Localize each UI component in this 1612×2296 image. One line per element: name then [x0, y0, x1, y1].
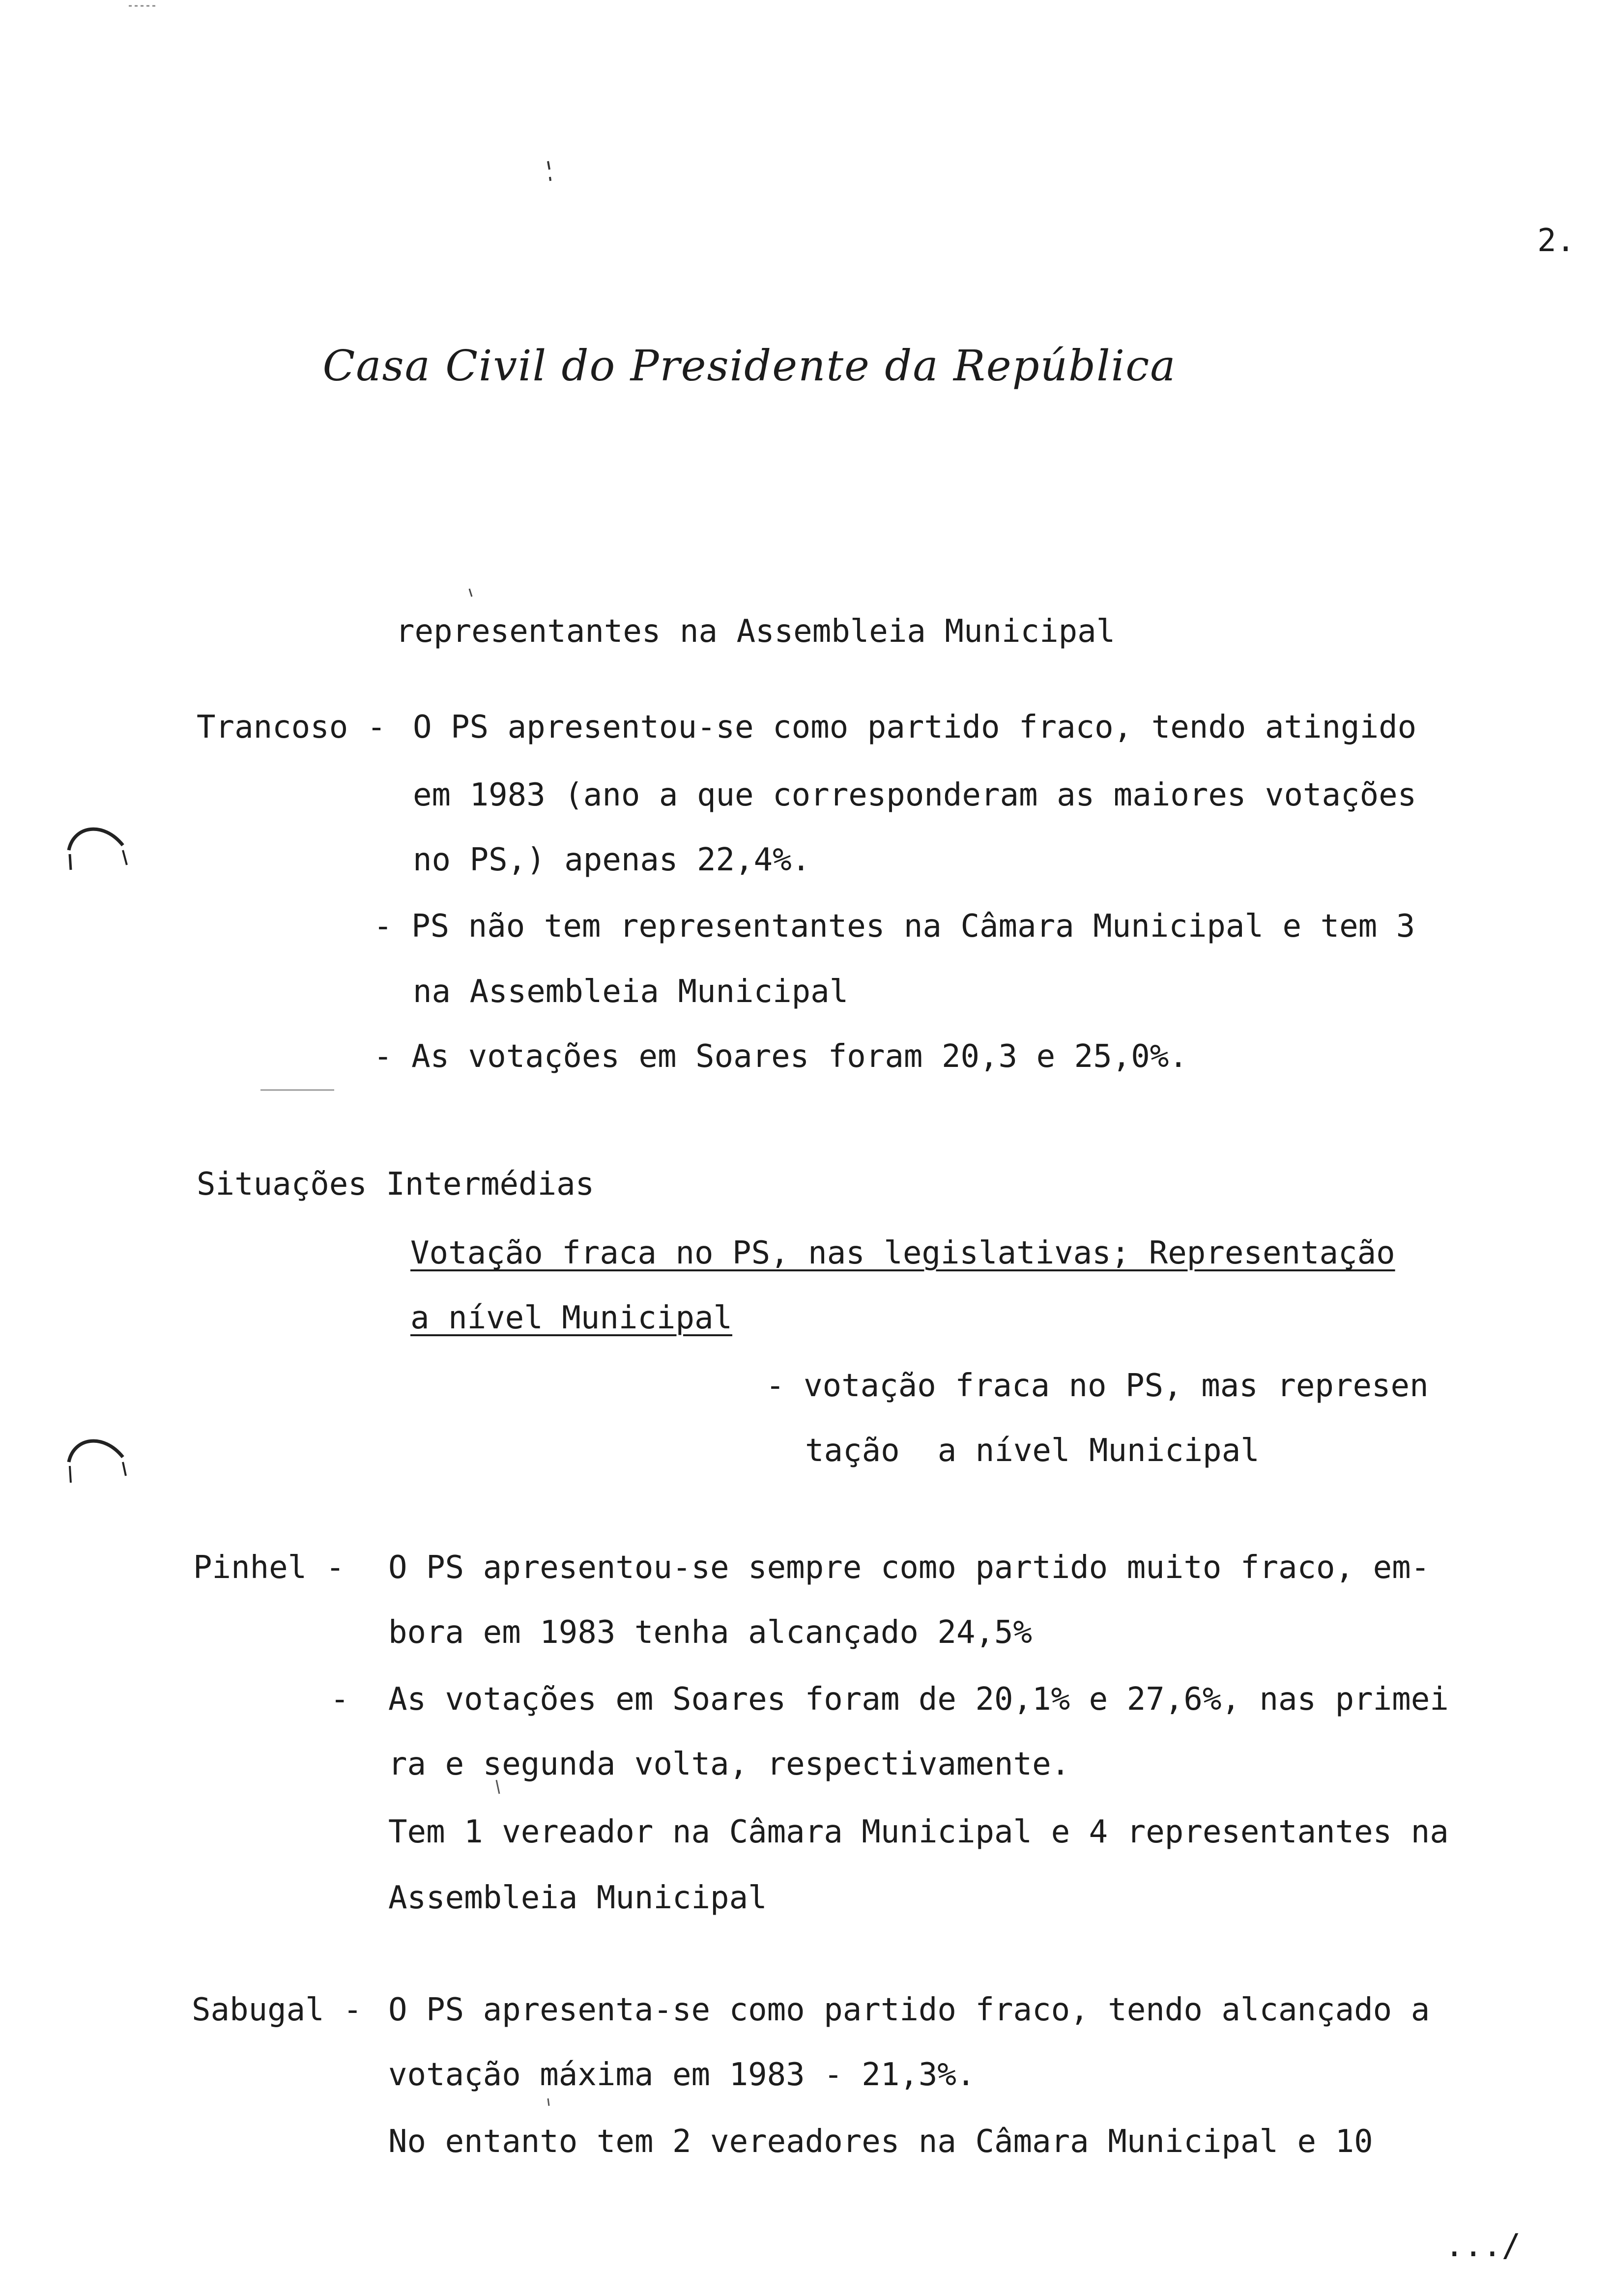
text-line: O PS apresenta-se como partido fraco, tendo alcançado a: [388, 1992, 1430, 2028]
text-line: bora em 1983 tenha alcançado 24,5%: [388, 1614, 1033, 1651]
text-line: em 1983 (ano a que corresponderam as maiores votações: [413, 777, 1417, 813]
section-subtitle: a nível Municipal: [410, 1300, 733, 1336]
text-line: As votações em Soares foram de 20,1% e 27,6%, nas primei: [388, 1681, 1449, 1718]
text-line: tação a nível Municipal: [805, 1433, 1260, 1469]
place-label-sabugal: Sabugal -: [192, 1992, 381, 2028]
text-line: - votação fraca no PS, mas represen: [766, 1368, 1429, 1404]
text-line: ra e segunda volta, respectivamente.: [388, 1746, 1070, 1782]
text-line: - As votações em Soares foram 20,3 e 25,0%.: [374, 1038, 1188, 1075]
text-line: representantes na Assembleia Municipal: [396, 613, 1116, 650]
place-label-trancoso: Trancoso -: [197, 709, 405, 746]
text-line: O PS apresentou-se como partido fraco, tendo atingido: [413, 709, 1417, 746]
text-line: Tem 1 vereador na Câmara Municipal e 4 representantes na: [388, 1814, 1449, 1850]
text-line: Assembleia Municipal: [388, 1880, 767, 1916]
text-line: - PS não tem representantes na Câmara Municipal e tem 3: [374, 908, 1415, 945]
text-line: O PS apresentou-se sempre como partido muito fraco, em-: [388, 1550, 1430, 1586]
dash-marker: -: [330, 1681, 349, 1718]
section-subtitle: Votação fraca no PS, nas legislativas; Representação: [410, 1235, 1395, 1271]
page-number: 2.: [1537, 223, 1576, 259]
continuation-mark: .../: [1445, 2228, 1521, 2264]
text-line: votação máxima em 1983 - 21,3%.: [388, 2057, 976, 2093]
place-label-pinhel: Pinhel -: [193, 1550, 364, 1586]
text-line: na Assembleia Municipal: [413, 974, 849, 1010]
text-line: No entanto tem 2 vereadores na Câmara Municipal e 10: [388, 2124, 1373, 2160]
letterhead: Casa Civil do Presidente da República: [322, 342, 1177, 391]
section-title: Situações Intermédias: [197, 1166, 595, 1203]
text-line: no PS,) apenas 22,4%.: [413, 842, 811, 878]
